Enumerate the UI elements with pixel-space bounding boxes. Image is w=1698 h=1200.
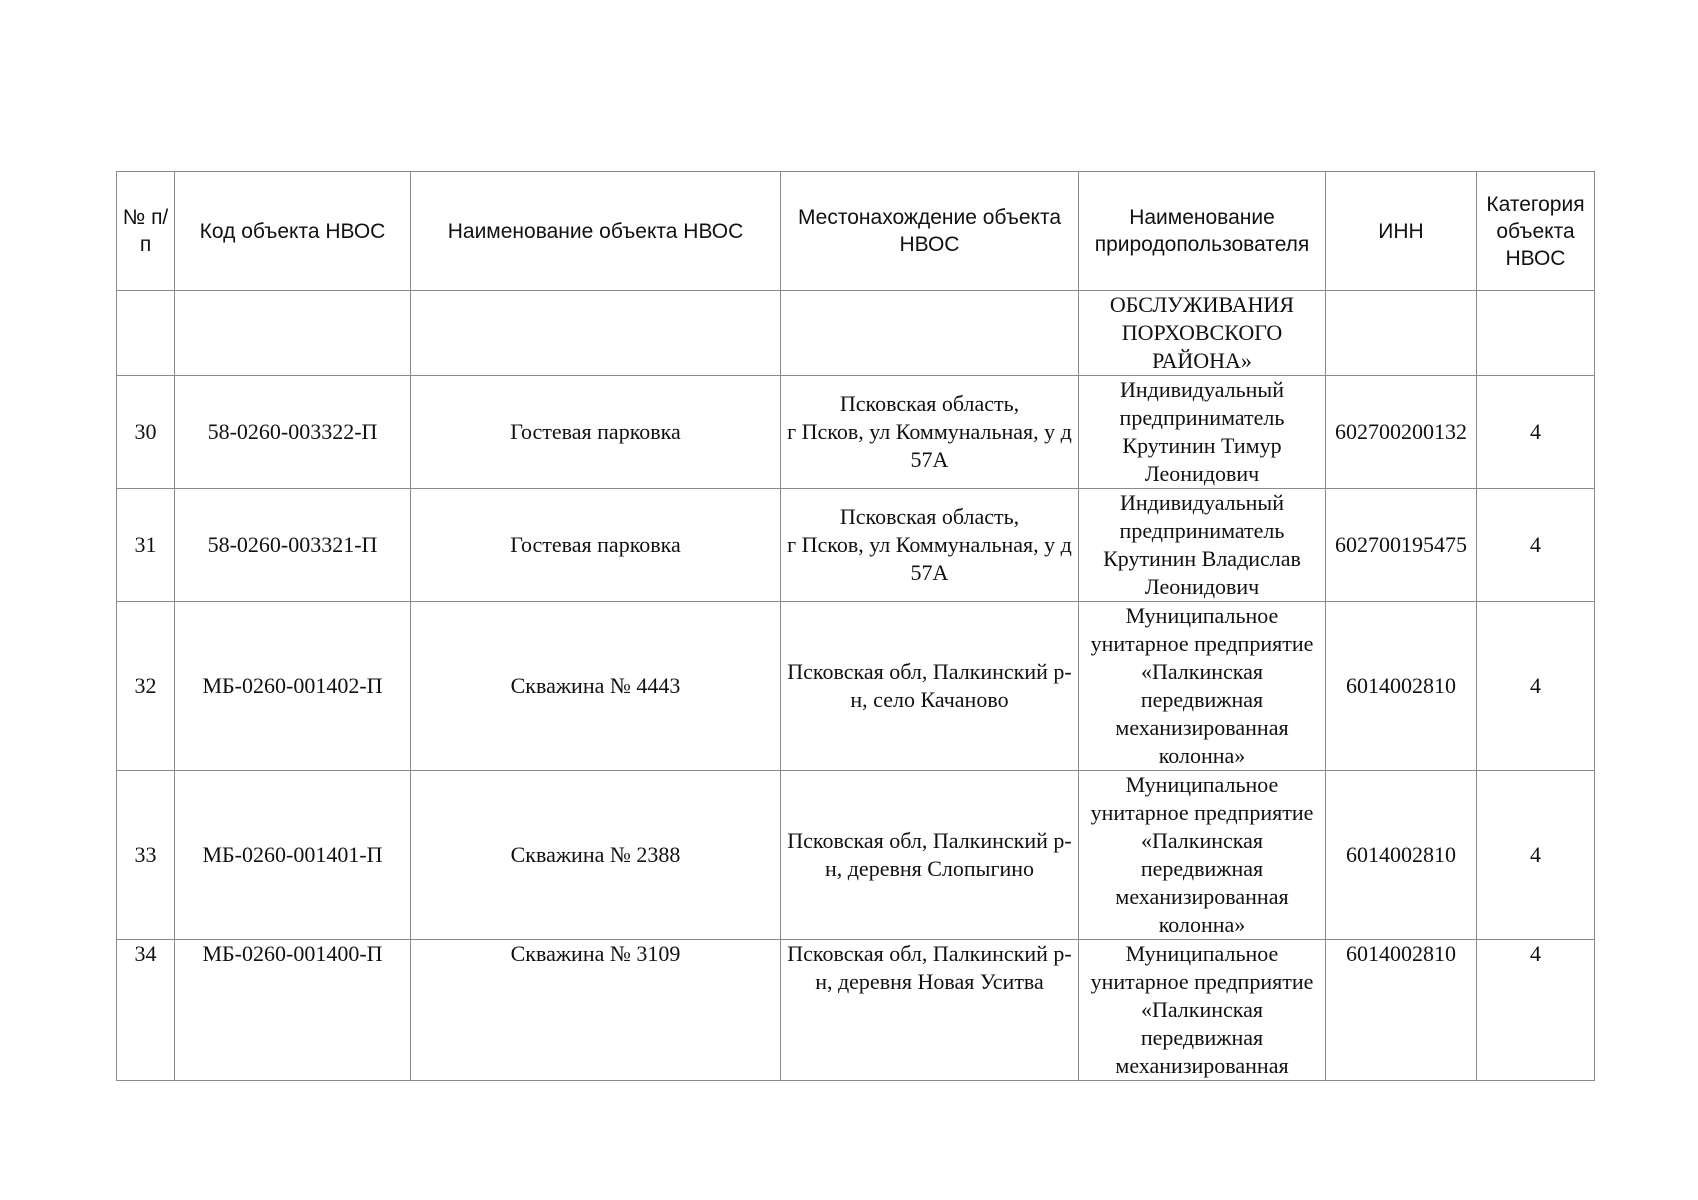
- cell-location: Псковская обл, Палкинский р-н, село Качаново: [781, 602, 1079, 771]
- cell-location: Псковская обл, Палкинский р-н, деревня Слопыгино: [781, 771, 1079, 940]
- cell-name: Скважина № 2388: [411, 771, 781, 940]
- table-row: [117, 771, 1595, 940]
- cell-category: 4: [1477, 489, 1595, 602]
- cell-category: 4: [1477, 376, 1595, 489]
- cell-location: Псковская область, г Псков, ул Коммунальная, у д 57А: [781, 489, 1079, 602]
- cell-code: МБ-0260-001401-П: [175, 771, 411, 940]
- table-row: [117, 376, 1595, 489]
- cell-inn: 6014002810: [1326, 940, 1477, 1081]
- cell-num: 33: [117, 771, 175, 940]
- cell-user: Муниципальное унитарное предприятие «Палкинская передвижная механизированная: [1079, 940, 1326, 1081]
- cell-category: 4: [1477, 602, 1595, 771]
- cell-code: МБ-0260-001400-П: [175, 940, 411, 1081]
- header-num: № п/п: [117, 172, 175, 291]
- cell-user: Индивидуальный предприниматель Крутинин Владислав Леонидович: [1079, 489, 1326, 602]
- cell-location: Псковская обл, Палкинский р-н, деревня Новая Уситва: [781, 940, 1079, 1081]
- cell-code: 58-0260-003321-П: [175, 489, 411, 602]
- cell-name: Скважина № 3109: [411, 940, 781, 1081]
- cell-num: [117, 291, 175, 376]
- cell-category: 4: [1477, 940, 1595, 1081]
- cell-num: 32: [117, 602, 175, 771]
- cell-user: Муниципальное унитарное предприятие «Палкинская передвижная механизированная колонна»: [1079, 771, 1326, 940]
- table-row: [117, 940, 1595, 1081]
- cell-category: [1477, 291, 1595, 376]
- table-row: [117, 489, 1595, 602]
- cell-code: [175, 291, 411, 376]
- cell-name: Гостевая парковка: [411, 489, 781, 602]
- header-category: Категория объекта НВОС: [1477, 172, 1595, 291]
- cell-inn: 602700195475: [1326, 489, 1477, 602]
- cell-num: 34: [117, 940, 175, 1081]
- cell-user: Индивидуальный предприниматель Крутинин Тимур Леонидович: [1079, 376, 1326, 489]
- header-code: Код объекта НВОС: [175, 172, 411, 291]
- cell-inn: [1326, 291, 1477, 376]
- cell-name: Скважина № 4443: [411, 602, 781, 771]
- cell-code: МБ-0260-001402-П: [175, 602, 411, 771]
- cell-category: 4: [1477, 771, 1595, 940]
- header-name: Наименование объекта НВОС: [411, 172, 781, 291]
- cell-code: 58-0260-003322-П: [175, 376, 411, 489]
- cell-location: [781, 291, 1079, 376]
- cell-num: 31: [117, 489, 175, 602]
- cell-name: [411, 291, 781, 376]
- table-header-row: [117, 172, 1595, 291]
- cell-inn: 6014002810: [1326, 771, 1477, 940]
- cell-location: Псковская область, г Псков, ул Коммунальная, у д 57А: [781, 376, 1079, 489]
- cell-num: 30: [117, 376, 175, 489]
- header-location: Местонахождение объекта НВОС: [781, 172, 1079, 291]
- header-inn: ИНН: [1326, 172, 1477, 291]
- table-row: [117, 291, 1595, 376]
- nvos-registry-table: [116, 171, 1595, 1081]
- cell-user: ОБСЛУЖИВАНИЯ ПОРХОВСКОГО РАЙОНА»: [1079, 291, 1326, 376]
- cell-inn: 6014002810: [1326, 602, 1477, 771]
- table-row: [117, 602, 1595, 771]
- cell-name: Гостевая парковка: [411, 376, 781, 489]
- cell-inn: 602700200132: [1326, 376, 1477, 489]
- cell-user: Муниципальное унитарное предприятие «Палкинская передвижная механизированная колонна»: [1079, 602, 1326, 771]
- header-user: Наименование природопользователя: [1079, 172, 1326, 291]
